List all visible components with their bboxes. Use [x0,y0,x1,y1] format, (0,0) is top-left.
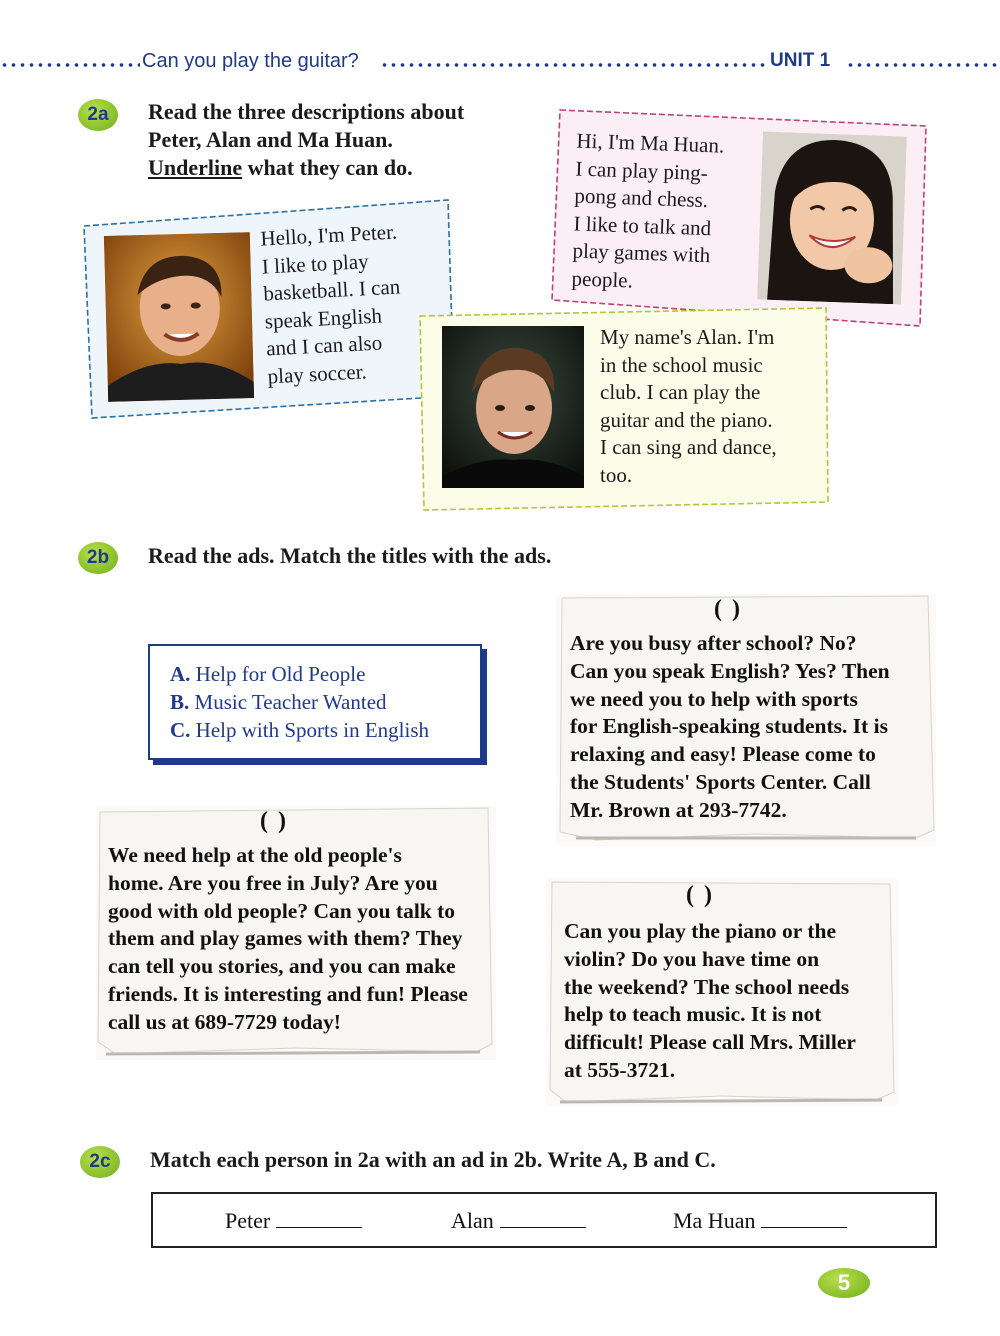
badge-2a: 2a [78,99,118,131]
instruction-2a [148,98,548,182]
ad-old-people-line: them and play games with them? They [108,926,463,951]
title-b [170,690,387,715]
badge-2c: 2c [80,1146,120,1178]
ma-huan-line: Hi, I'm Ma Huan. [576,128,725,158]
underline-word: Underline [148,155,243,180]
peter-line: and I can also [265,330,383,361]
peter-description [260,219,405,391]
header-unit: UNIT 1 [770,50,831,71]
title-a-text: Help for Old People [195,662,366,686]
ad-old-people-line: good with old people? Can you talk to [108,898,456,923]
ad-music-line: the weekend? The school needs [564,974,850,999]
alan-line: I can sing and dance, [600,435,777,459]
alan-card [416,304,832,514]
ad-music-line: violin? Do you have time on [564,946,820,971]
match-alan-label: Alan [451,1208,494,1233]
match-alan-blank[interactable] [500,1208,586,1228]
match-ma-huan-blank[interactable] [761,1208,847,1228]
header-title: Can you play the guitar? [142,50,359,72]
header-dots-right [846,62,1000,68]
ad-music-line: difficult! Please call Mrs. Miller [564,1030,856,1055]
page-number: 5 [818,1268,870,1298]
ad-sports-line: for English-speaking students. It is [570,714,889,739]
title-a-letter: A. [170,662,191,686]
match-peter-blank[interactable] [276,1208,362,1228]
ma-huan-line: I like to talk and [573,210,712,240]
ad-old-people-line: call us at 689-7729 today! [108,1009,341,1034]
ad-sports-line: relaxing and easy! Please come to [570,742,876,767]
alan-line: too. [600,462,633,487]
ma-huan-line: people. [571,265,634,293]
instruction-2a-line2: Peter, Alan and Ma Huan. [148,127,393,152]
ad-sports-line: Mr. Brown at 293-7742. [570,797,787,822]
match-answer-box [151,1192,937,1248]
alan-description [600,324,777,489]
ad-music [546,878,898,1106]
title-c [170,718,429,743]
ad-music-line: Can you play the piano or the [564,919,836,943]
ad-old-people-line: We need help at the old people's [108,843,402,867]
title-c-letter: C. [170,718,191,742]
ad-sports-line: we need you to help with sports [570,686,858,711]
alan-photo-image [442,326,584,488]
instruction-2c: Match each person in 2a with an ad in 2b. Write A, B and C. [150,1147,716,1172]
match-alan [451,1208,586,1234]
peter-line: I like to play [261,248,370,279]
peter-line: play soccer. [267,358,368,388]
title-b-text: Music Teacher Wanted [194,690,387,714]
ad-sports-line: the Students' Sports Center. Call [570,769,871,794]
badge-2b: 2b [78,542,118,574]
ma-huan-photo-image [757,132,907,305]
ad-music-line: help to teach music. It is not [564,1002,822,1027]
instruction-2a-line1: Read the three descriptions about [148,99,465,124]
instruction-2a-line3-rest: what they can do. [242,155,413,180]
peter-card [78,196,458,424]
ad-music-answer-blank[interactable]: ( ) [686,882,714,908]
alan-line: My name's Alan. I'm [600,325,775,349]
header-dots-middle [380,62,768,68]
ad-sports-text [570,630,890,825]
ad-old-people [96,806,496,1060]
ma-huan-description [571,127,725,297]
ma-huan-line: pong and chess. [574,183,709,213]
ad-music-text [564,918,856,1085]
titles-box [148,644,482,760]
ad-sports [556,594,936,846]
title-a [170,662,365,687]
ad-sports-answer-blank[interactable]: ( ) [714,596,742,622]
match-ma-huan-label: Ma Huan [673,1208,756,1233]
ma-huan-photo [757,132,907,305]
match-peter-label: Peter [225,1208,271,1233]
instruction-2a-line3 [148,154,548,182]
ma-huan-card [548,104,930,330]
ad-old-people-text [108,842,468,1037]
title-b-letter: B. [170,690,190,714]
ad-old-people-line: can tell you stories, and you can make [108,954,456,979]
peter-photo [104,232,254,402]
peter-line: Hello, I'm Peter. [259,219,398,251]
alan-line: guitar and the piano. [600,407,773,432]
peter-photo-image [104,232,254,402]
peter-line: basketball. I can [262,274,401,306]
header-dots-left [0,62,140,68]
match-ma-huan [673,1208,847,1234]
title-c-text: Help with Sports in English [195,718,430,742]
ad-music-line: at 555-3721. [564,1057,676,1082]
alan-line: in the school music [600,352,763,377]
peter-line: speak English [264,302,383,334]
alan-line: club. I can play the [600,380,761,404]
ma-huan-line: play games with [572,238,711,268]
ad-old-people-line: friends. It is interesting and fun! Please [108,981,468,1006]
alan-photo [442,326,584,488]
ad-old-people-line: home. Are you free in July? Are you [108,870,438,895]
instruction-2b: Read the ads. Match the titles with the ads. [148,543,552,568]
ad-old-people-answer-blank[interactable]: ( ) [260,808,288,834]
ad-sports-line: Can you speak English? Yes? Then [570,658,890,683]
ad-sports-line: Are you busy after school? No? [570,631,857,655]
ma-huan-line: I can play ping- [575,155,709,185]
match-peter [225,1208,362,1234]
